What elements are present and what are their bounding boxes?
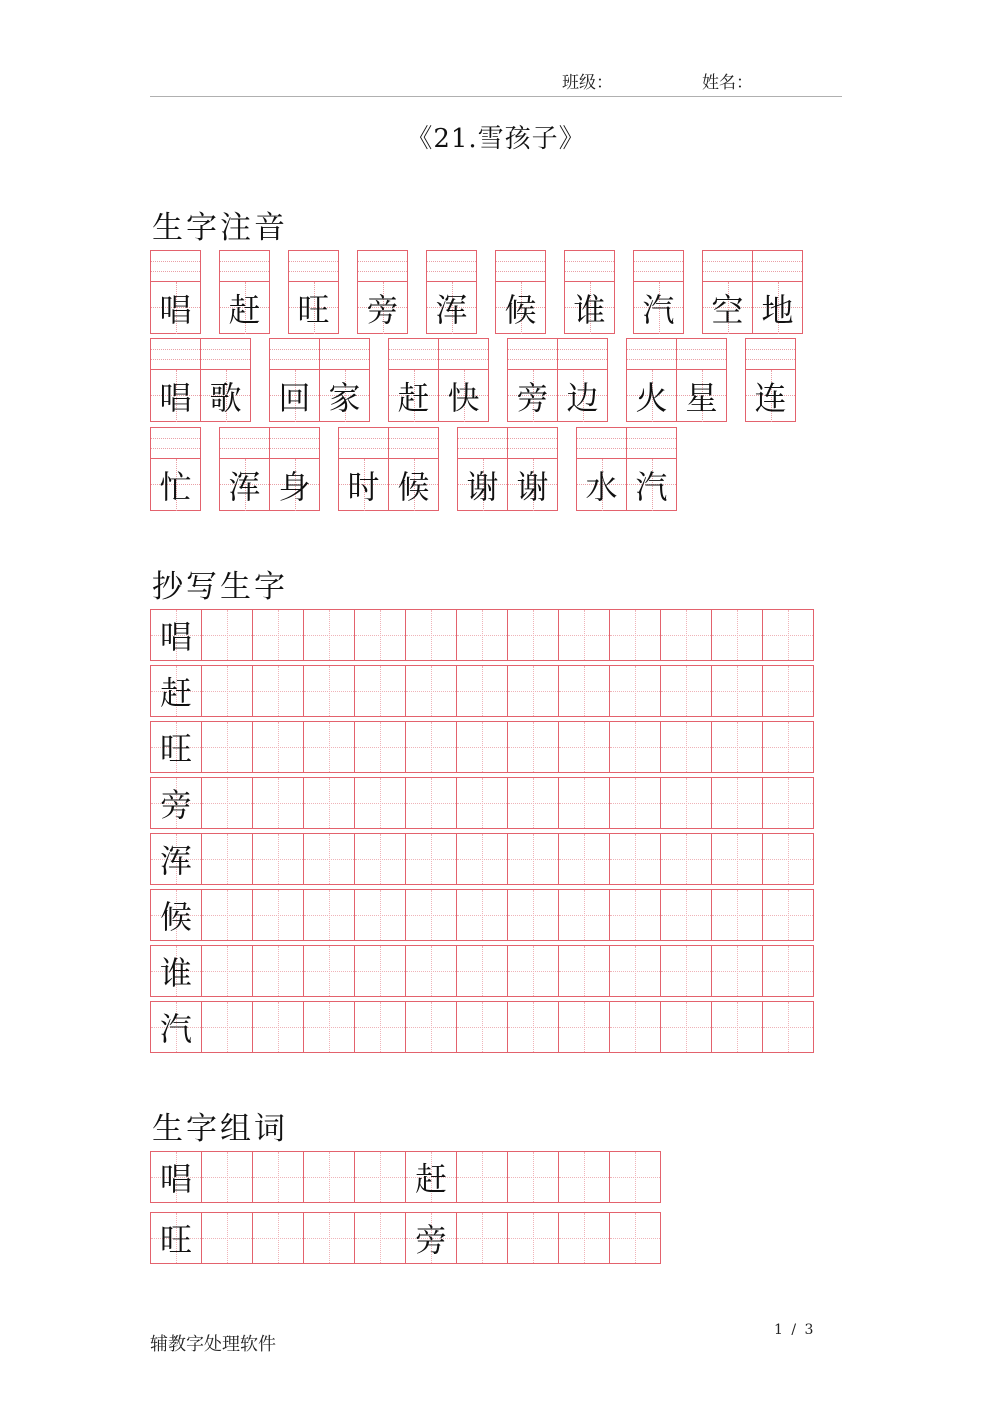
- practice-cell[interactable]: [252, 777, 304, 829]
- pinyin-writing-lines[interactable]: [151, 428, 200, 459]
- pinyin-cell[interactable]: [626, 338, 677, 422]
- practice-cell[interactable]: [252, 665, 304, 717]
- pinyin-word-group: [150, 427, 201, 511]
- character: 赶: [397, 379, 430, 417]
- practice-cell[interactable]: [558, 945, 610, 997]
- practice-cell[interactable]: [609, 1001, 661, 1053]
- pinyin-writing-lines[interactable]: [703, 251, 752, 282]
- section-title-pinyin: 生字注音: [152, 210, 288, 246]
- character: 唱: [159, 291, 192, 329]
- practice-cell[interactable]: [609, 721, 661, 773]
- pinyin-word-group: [269, 338, 370, 422]
- pinyin-writing-lines[interactable]: [496, 251, 545, 282]
- model-character: 唱: [159, 618, 192, 656]
- word-practice-cell[interactable]: [201, 1212, 253, 1264]
- practice-cell[interactable]: [660, 833, 712, 885]
- section-title-words: 生字组词: [152, 1111, 288, 1147]
- practice-cell[interactable]: [303, 889, 355, 941]
- practice-cell[interactable]: [354, 945, 406, 997]
- pinyin-writing-lines[interactable]: [151, 339, 200, 370]
- practice-cell[interactable]: [762, 833, 814, 885]
- pinyin-cell[interactable]: [338, 427, 389, 511]
- pinyin-writing-lines[interactable]: [289, 251, 338, 282]
- pinyin-writing-lines[interactable]: [220, 428, 269, 459]
- character: 候: [504, 291, 537, 329]
- practice-cell[interactable]: [660, 721, 712, 773]
- pinyin-writing-lines[interactable]: [270, 428, 319, 459]
- practice-cell[interactable]: [762, 889, 814, 941]
- practice-cell[interactable]: [303, 945, 355, 997]
- practice-cell[interactable]: [609, 945, 661, 997]
- practice-cell[interactable]: [609, 777, 661, 829]
- practice-cell[interactable]: [201, 777, 253, 829]
- character: 家: [328, 379, 361, 417]
- word-practice-cell[interactable]: [456, 1151, 508, 1203]
- character: 谢: [516, 468, 549, 506]
- pinyin-cell[interactable]: [269, 338, 320, 422]
- pinyin-cell[interactable]: [269, 427, 320, 511]
- model-character-cell: [150, 833, 202, 885]
- practice-cell[interactable]: [507, 833, 559, 885]
- model-character-cell: [150, 721, 202, 773]
- word-practice-cell[interactable]: [609, 1151, 661, 1203]
- software-label: 辅教字处理软件: [150, 1334, 276, 1355]
- pinyin-cell[interactable]: [388, 338, 439, 422]
- character: 火: [635, 379, 668, 417]
- practice-cell[interactable]: [660, 609, 712, 661]
- pinyin-cell[interactable]: [219, 250, 270, 334]
- pinyin-cell[interactable]: [150, 250, 201, 334]
- word-head-cell: [150, 1151, 202, 1203]
- word-head-cell: [150, 1212, 202, 1264]
- model-character: 候: [159, 898, 192, 936]
- character: 回: [278, 379, 311, 417]
- practice-cell[interactable]: [711, 777, 763, 829]
- pinyin-word-group: [219, 427, 320, 511]
- practice-cell[interactable]: [252, 889, 304, 941]
- practice-cell[interactable]: [354, 889, 406, 941]
- character: 水: [585, 468, 618, 506]
- word-practice-cell[interactable]: [558, 1212, 610, 1264]
- practice-cell[interactable]: [303, 1001, 355, 1053]
- character: 旁: [516, 379, 549, 417]
- practice-cell[interactable]: [456, 777, 508, 829]
- model-character-cell: [150, 889, 202, 941]
- practice-cell[interactable]: [711, 889, 763, 941]
- practice-cell[interactable]: [558, 665, 610, 717]
- practice-cell[interactable]: [507, 777, 559, 829]
- pinyin-cell[interactable]: [150, 338, 201, 422]
- practice-cell[interactable]: [354, 665, 406, 717]
- copy-row: [150, 721, 814, 773]
- practice-cell[interactable]: [405, 889, 457, 941]
- practice-cell[interactable]: [456, 889, 508, 941]
- pinyin-cell[interactable]: [633, 250, 684, 334]
- character: 空: [711, 291, 744, 329]
- practice-cell[interactable]: [762, 945, 814, 997]
- character: 星: [685, 379, 718, 417]
- practice-cell[interactable]: [711, 721, 763, 773]
- practice-cell[interactable]: [507, 609, 559, 661]
- practice-cell[interactable]: [507, 665, 559, 717]
- word-head-character: 唱: [159, 1160, 192, 1198]
- pinyin-cell[interactable]: [507, 427, 558, 511]
- pinyin-writing-lines[interactable]: [558, 339, 607, 370]
- pinyin-cell[interactable]: [507, 338, 558, 422]
- pinyin-writing-lines[interactable]: [358, 251, 407, 282]
- practice-cell[interactable]: [558, 889, 610, 941]
- character: 旁: [366, 291, 399, 329]
- pinyin-writing-lines[interactable]: [627, 339, 676, 370]
- practice-cell[interactable]: [558, 1001, 610, 1053]
- copy-row: [150, 945, 814, 997]
- header-divider: [150, 96, 842, 97]
- word-practice-cell[interactable]: [354, 1212, 406, 1264]
- character: 身: [278, 468, 311, 506]
- word-head-character: 旁: [414, 1221, 447, 1259]
- pinyin-cell[interactable]: [426, 250, 477, 334]
- character: 连: [754, 379, 787, 417]
- pinyin-word-group: [388, 338, 489, 422]
- practice-cell[interactable]: [711, 665, 763, 717]
- pinyin-cell[interactable]: [564, 250, 615, 334]
- copy-row: [150, 777, 814, 829]
- practice-cell[interactable]: [456, 945, 508, 997]
- practice-cell[interactable]: [405, 609, 457, 661]
- pinyin-cell[interactable]: [200, 338, 251, 422]
- character: 汽: [635, 468, 668, 506]
- pinyin-writing-lines[interactable]: [151, 251, 200, 282]
- pinyin-word-group: [357, 250, 408, 334]
- model-character: 汽: [159, 1010, 192, 1048]
- pinyin-cell[interactable]: [752, 250, 803, 334]
- word-head-cell: [405, 1212, 457, 1264]
- character: 忙: [159, 468, 192, 506]
- practice-cell[interactable]: [762, 665, 814, 717]
- practice-cell[interactable]: [456, 833, 508, 885]
- practice-cell[interactable]: [507, 721, 559, 773]
- pinyin-word-group: [702, 250, 803, 334]
- practice-cell[interactable]: [456, 665, 508, 717]
- practice-cell[interactable]: [660, 665, 712, 717]
- model-character-cell: [150, 609, 202, 661]
- character: 候: [397, 468, 430, 506]
- model-character-cell: [150, 945, 202, 997]
- model-character: 谁: [159, 954, 192, 992]
- word-practice-cell[interactable]: [201, 1151, 253, 1203]
- pinyin-cell[interactable]: [576, 427, 627, 511]
- pinyin-word-group: [338, 427, 439, 511]
- practice-cell[interactable]: [711, 1001, 763, 1053]
- character: 谢: [466, 468, 499, 506]
- pinyin-word-group: [150, 338, 251, 422]
- practice-cell[interactable]: [711, 833, 763, 885]
- practice-cell[interactable]: [252, 721, 304, 773]
- pinyin-writing-lines[interactable]: [627, 428, 676, 459]
- model-character: 浑: [159, 842, 192, 880]
- pinyin-cell[interactable]: [745, 338, 796, 422]
- practice-cell[interactable]: [201, 889, 253, 941]
- pinyin-word-group: [633, 250, 684, 334]
- page-title: 《21.雪孩子》: [406, 124, 586, 154]
- practice-cell[interactable]: [609, 609, 661, 661]
- model-character: 赶: [159, 674, 192, 712]
- practice-cell[interactable]: [456, 609, 508, 661]
- character: 浑: [228, 468, 261, 506]
- word-practice-cell[interactable]: [303, 1151, 355, 1203]
- pinyin-writing-lines[interactable]: [339, 428, 388, 459]
- pinyin-cell[interactable]: [288, 250, 339, 334]
- practice-cell[interactable]: [354, 777, 406, 829]
- word-practice-cell[interactable]: [558, 1151, 610, 1203]
- pinyin-writing-lines[interactable]: [439, 339, 488, 370]
- pinyin-cell[interactable]: [150, 427, 201, 511]
- pinyin-word-group: [576, 427, 677, 511]
- practice-cell[interactable]: [456, 721, 508, 773]
- practice-cell[interactable]: [405, 833, 457, 885]
- pinyin-writing-lines[interactable]: [746, 339, 795, 370]
- model-character: 旁: [159, 786, 192, 824]
- word-practice-cell[interactable]: [303, 1212, 355, 1264]
- practice-cell[interactable]: [303, 721, 355, 773]
- character: 地: [761, 291, 794, 329]
- practice-cell[interactable]: [558, 777, 610, 829]
- pinyin-word-group: [150, 250, 201, 334]
- pinyin-writing-lines[interactable]: [634, 251, 683, 282]
- pinyin-writing-lines[interactable]: [320, 339, 369, 370]
- practice-cell[interactable]: [252, 1001, 304, 1053]
- character: 旺: [297, 291, 330, 329]
- practice-cell[interactable]: [660, 889, 712, 941]
- pinyin-word-group: [564, 250, 615, 334]
- practice-cell[interactable]: [252, 609, 304, 661]
- character: 汽: [642, 291, 675, 329]
- pinyin-word-group: [745, 338, 796, 422]
- word-practice-cell[interactable]: [507, 1212, 559, 1264]
- model-character-cell: [150, 1001, 202, 1053]
- pinyin-cell[interactable]: [438, 338, 489, 422]
- section-title-copy: 抄写生字: [152, 569, 288, 605]
- practice-cell[interactable]: [762, 721, 814, 773]
- character: 赶: [228, 291, 261, 329]
- practice-cell[interactable]: [660, 777, 712, 829]
- character: 边: [566, 379, 599, 417]
- practice-cell[interactable]: [609, 665, 661, 717]
- practice-cell[interactable]: [762, 609, 814, 661]
- practice-cell[interactable]: [405, 777, 457, 829]
- practice-cell[interactable]: [405, 665, 457, 717]
- copy-row: [150, 665, 814, 717]
- pinyin-cell[interactable]: [626, 427, 677, 511]
- practice-cell[interactable]: [558, 833, 610, 885]
- practice-cell[interactable]: [354, 609, 406, 661]
- practice-cell[interactable]: [405, 945, 457, 997]
- word-practice-cell[interactable]: [609, 1212, 661, 1264]
- practice-cell[interactable]: [354, 1001, 406, 1053]
- word-practice-cell[interactable]: [456, 1212, 508, 1264]
- practice-cell[interactable]: [660, 945, 712, 997]
- practice-cell[interactable]: [303, 833, 355, 885]
- practice-cell[interactable]: [201, 1001, 253, 1053]
- class-label: 班级：: [562, 73, 613, 93]
- pinyin-writing-lines[interactable]: [508, 428, 557, 459]
- word-practice-cell[interactable]: [507, 1151, 559, 1203]
- practice-cell[interactable]: [201, 833, 253, 885]
- pinyin-writing-lines[interactable]: [577, 428, 626, 459]
- practice-cell[interactable]: [507, 1001, 559, 1053]
- practice-cell[interactable]: [303, 777, 355, 829]
- practice-cell[interactable]: [558, 609, 610, 661]
- pinyin-writing-lines[interactable]: [389, 428, 438, 459]
- pinyin-writing-lines[interactable]: [458, 428, 507, 459]
- pinyin-writing-lines[interactable]: [508, 339, 557, 370]
- pinyin-writing-lines[interactable]: [389, 339, 438, 370]
- practice-cell[interactable]: [558, 721, 610, 773]
- model-character-cell: [150, 777, 202, 829]
- pinyin-writing-lines[interactable]: [753, 251, 802, 282]
- practice-cell[interactable]: [609, 833, 661, 885]
- practice-cell[interactable]: [405, 721, 457, 773]
- word-practice-cell[interactable]: [252, 1212, 304, 1264]
- practice-cell[interactable]: [303, 609, 355, 661]
- practice-cell[interactable]: [507, 889, 559, 941]
- character: 快: [447, 379, 480, 417]
- practice-cell[interactable]: [405, 1001, 457, 1053]
- word-head-cell: [405, 1151, 457, 1203]
- word-row: [150, 1212, 661, 1264]
- character: 歌: [209, 379, 242, 417]
- pinyin-cell[interactable]: [357, 250, 408, 334]
- word-practice-cell[interactable]: [252, 1151, 304, 1203]
- model-character: 旺: [159, 730, 192, 768]
- copy-row: [150, 1001, 814, 1053]
- model-character-cell: [150, 665, 202, 717]
- practice-cell[interactable]: [711, 945, 763, 997]
- practice-cell[interactable]: [252, 833, 304, 885]
- pinyin-word-group: [457, 427, 558, 511]
- pinyin-word-group: [507, 338, 608, 422]
- pinyin-writing-lines[interactable]: [427, 251, 476, 282]
- pinyin-word-group: [626, 338, 727, 422]
- copy-row: [150, 889, 814, 941]
- word-head-character: 赶: [414, 1160, 447, 1198]
- pinyin-writing-lines[interactable]: [270, 339, 319, 370]
- pinyin-word-group: [426, 250, 477, 334]
- practice-cell[interactable]: [201, 721, 253, 773]
- practice-cell[interactable]: [354, 721, 406, 773]
- pinyin-cell[interactable]: [388, 427, 439, 511]
- copy-row: [150, 609, 814, 661]
- pinyin-cell[interactable]: [319, 338, 370, 422]
- practice-cell[interactable]: [201, 609, 253, 661]
- pinyin-cell[interactable]: [495, 250, 546, 334]
- pinyin-word-group: [495, 250, 546, 334]
- pinyin-cell[interactable]: [457, 427, 508, 511]
- pinyin-writing-lines[interactable]: [220, 251, 269, 282]
- pinyin-writing-lines[interactable]: [565, 251, 614, 282]
- practice-cell[interactable]: [762, 1001, 814, 1053]
- pinyin-cell[interactable]: [557, 338, 608, 422]
- practice-cell[interactable]: [303, 665, 355, 717]
- practice-cell[interactable]: [762, 777, 814, 829]
- pinyin-writing-lines[interactable]: [201, 339, 250, 370]
- pinyin-cell[interactable]: [219, 427, 270, 511]
- pinyin-writing-lines[interactable]: [677, 339, 726, 370]
- pinyin-word-group: [219, 250, 270, 334]
- practice-cell[interactable]: [507, 945, 559, 997]
- practice-cell[interactable]: [201, 665, 253, 717]
- word-practice-cell[interactable]: [354, 1151, 406, 1203]
- practice-cell[interactable]: [354, 833, 406, 885]
- character: 唱: [159, 379, 192, 417]
- character: 时: [347, 468, 380, 506]
- character: 谁: [573, 291, 606, 329]
- name-label: 姓名：: [702, 73, 753, 93]
- practice-cell[interactable]: [456, 1001, 508, 1053]
- pinyin-cell[interactable]: [702, 250, 753, 334]
- practice-cell[interactable]: [201, 945, 253, 997]
- practice-cell[interactable]: [252, 945, 304, 997]
- pinyin-cell[interactable]: [676, 338, 727, 422]
- word-row: [150, 1151, 661, 1203]
- page-number: 1 / 3: [774, 1322, 816, 1338]
- practice-cell[interactable]: [660, 1001, 712, 1053]
- copy-row: [150, 833, 814, 885]
- pinyin-word-group: [288, 250, 339, 334]
- practice-cell[interactable]: [609, 889, 661, 941]
- character: 浑: [435, 291, 468, 329]
- practice-cell[interactable]: [711, 609, 763, 661]
- word-head-character: 旺: [159, 1221, 192, 1259]
